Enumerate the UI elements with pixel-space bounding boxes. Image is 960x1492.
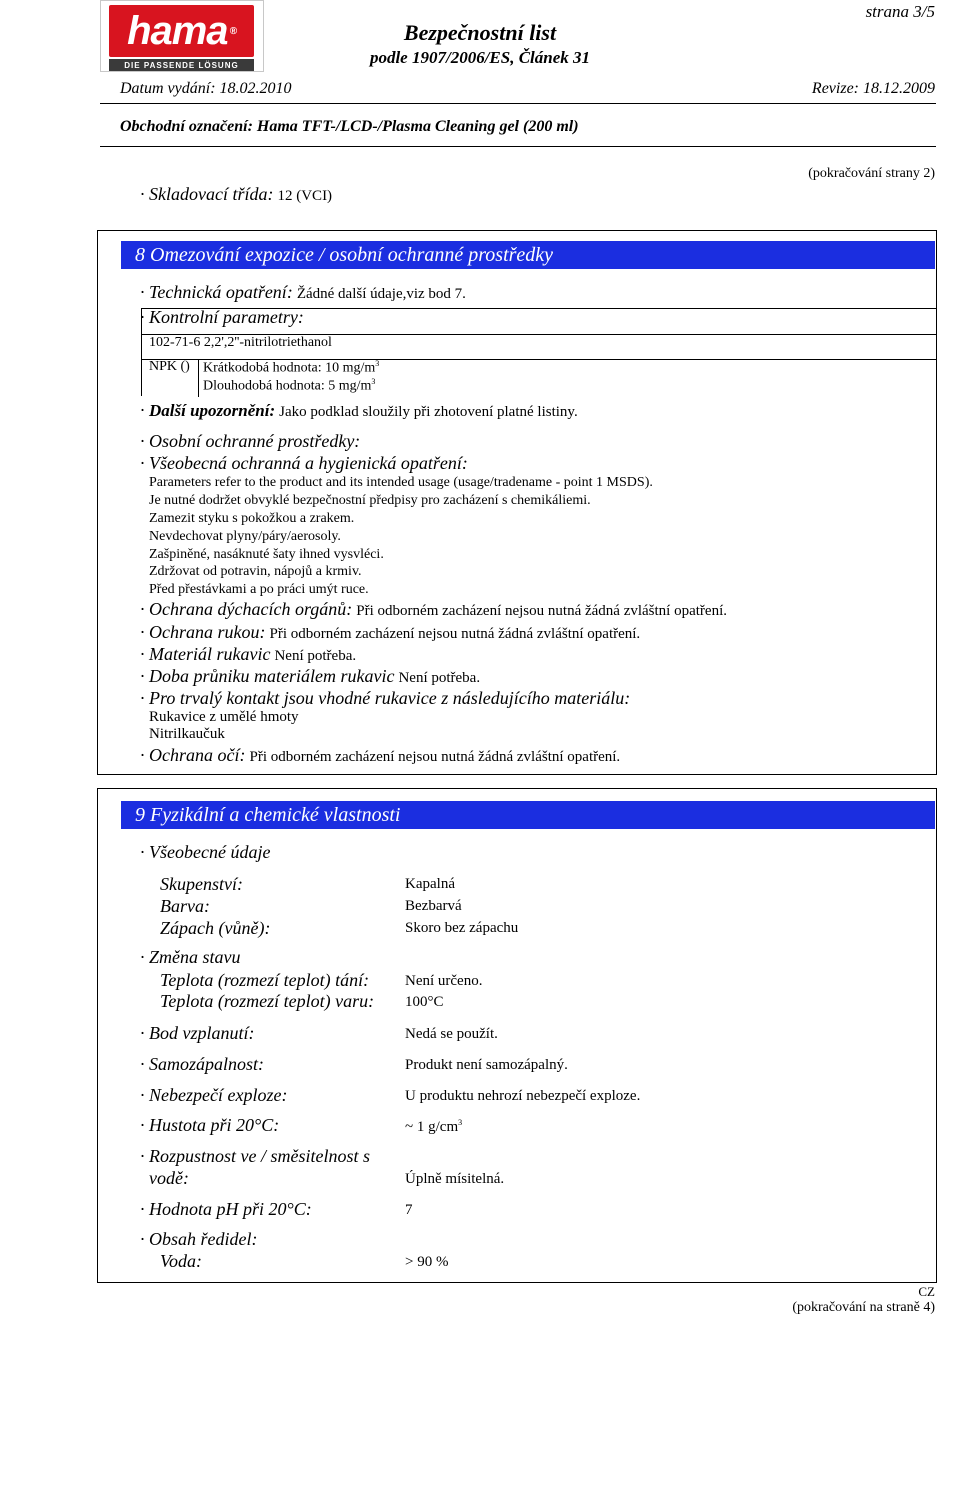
header-rule-2: [100, 146, 936, 147]
boiling-label: Teplota (rozmezí teplot) varu:: [160, 991, 375, 1011]
melting-label: Teplota (rozmezí teplot) tání:: [160, 970, 370, 990]
logo-tagline: DIE PASSENDE LÖSUNG: [109, 59, 254, 71]
color-value: Bezbarvá: [405, 898, 462, 914]
explosion-value: U produktu nehrozí nebezpečí exploze.: [405, 1088, 641, 1104]
melting-value: Není určeno.: [405, 973, 483, 989]
hygiene-line: Zašpiněné, nasáknuté šaty ihned vysvléci.: [149, 547, 384, 562]
flash-point-label: · Bod vzplanutí:: [140, 1023, 255, 1043]
color-label: Barva:: [160, 896, 210, 916]
odor-value: Skoro bez zápachu: [405, 920, 519, 936]
short-term-value: Krátkodobá hodnota: 10 $mg/m^3$: [203, 359, 380, 376]
doc-title: Bezpečnostní list: [403, 20, 557, 45]
solubility-label: · Rozpustnost ve / směsitelnost s: [140, 1146, 370, 1166]
substance-row: 102-71-6 2,2',2''-nitrilotriethanol: [149, 335, 332, 350]
glove-item: Nitrilkaučuk: [149, 726, 225, 742]
section-9-title: 9 Fyzikální a chemické vlastnosti: [121, 801, 935, 829]
eye-protection: · Ochrana očí: Při odborném zacházení nejsou nutná žádná zvláštní opatření.: [140, 745, 621, 765]
self-ignition-value: Produkt není samozápalný.: [405, 1057, 568, 1073]
hygiene-line: Parameters refer to the product and its intended usage (usage/tradename - point 1 MSDS).: [149, 475, 653, 490]
flash-point-value: Nedá se použít.: [405, 1026, 498, 1042]
hygiene-line: Je nutné dodržet obvyklé bezpečnostní předpisy pro zacházení s chemikáliemi.: [149, 493, 591, 508]
respiratory-protection: · Ochrana dýchacích orgánů: Při odborném zacházení nejsou nutná žádná zvláštní opatření.: [140, 599, 727, 619]
ppe-label: · Osobní ochranné prostředky:: [140, 431, 361, 451]
permanent-contact-label: · Pro trvalý kontakt jsou vhodné rukavice z následujícího materiálu:: [140, 688, 631, 708]
density-value: ~ 1 $g/cm^3$: [405, 1118, 463, 1135]
explosion-label: · Nebezpečí exploze:: [140, 1085, 288, 1105]
hygiene-line: Zamezit styku s pokožkou a zrakem.: [149, 511, 355, 526]
general-info-label: · Všeobecné údaje: [140, 842, 271, 862]
glove-item: Rukavice z umělé hmoty: [149, 709, 299, 725]
storage-label: Skladovací třída:: [149, 184, 274, 204]
page-number: strana 3/5: [865, 2, 935, 21]
logo-wordmark: hama ®: [109, 5, 254, 57]
hygiene-label: · Všeobecná ochranná a hygienická opatření:: [140, 453, 468, 473]
ph-value: 7: [405, 1202, 413, 1218]
hygiene-line: Před přestávkami a po práci umýt ruce.: [149, 582, 369, 597]
state-change-label: · Změna stavu: [140, 947, 241, 967]
trade-name: Obchodní označení: Hama TFT-/LCD-/Plasma Cleaning gel (200 ml): [120, 118, 579, 135]
state-value: Kapalná: [405, 876, 455, 892]
self-ignition-label: · Samozápalnost:: [140, 1054, 265, 1074]
storage-class: · Skladovací třída: 12 (VCI): [140, 184, 333, 204]
technical-measures: · Technická opatření: Žádné další údaje,viz bod 7.: [140, 282, 466, 302]
npk-label: NPK (): [149, 359, 190, 374]
header-rule: [100, 103, 936, 104]
revision-date: Revize: 18.12.2009: [811, 80, 935, 97]
section-8-title: 8 Omezování expozice / osobní ochranné prostředky: [121, 241, 935, 269]
storage-value: 12 (VCI): [277, 188, 333, 204]
hygiene-line: Zdržovat od potravin, nápojů a krmiv.: [149, 564, 362, 579]
further-notes: · Další upozornění: Jako podklad sloužily při zhotovení platné listiny.: [140, 400, 578, 420]
language-code: CZ: [918, 1284, 935, 1299]
solubility-value: Úplně mísitelná.: [405, 1171, 505, 1187]
issue-date: Datum vydání: 18.02.2010: [120, 80, 292, 97]
continued-on: (pokračování na straně 4): [792, 1300, 935, 1315]
continued-from: (pokračování strany 2): [808, 166, 935, 181]
doc-subtitle: podle 1907/2006/ES, Článek 31: [369, 48, 591, 67]
boiling-value: 100°C: [405, 994, 444, 1010]
solubility-label-2: vodě:: [149, 1168, 189, 1188]
control-params-label: · Kontrolní parametry:: [140, 307, 304, 327]
glove-material: · Materiál rukavic Není potřeba.: [140, 644, 357, 664]
long-term-value: Dlouhodobá hodnota: 5 $mg/m^3$: [203, 377, 376, 394]
odor-label: Zápach (vůně):: [160, 918, 271, 938]
water-value: > 90 %: [405, 1254, 449, 1270]
hygiene-line: Nevdechovat plyny/páry/aerosoly.: [149, 529, 341, 544]
density-label: · Hustota při 20°C:: [140, 1115, 280, 1135]
water-label: Voda:: [160, 1251, 202, 1271]
solvents-label: · Obsah ředidel:: [140, 1229, 258, 1249]
glove-penetration: · Doba průniku materiálem rukavic Není potřeba.: [140, 666, 481, 686]
ph-label: · Hodnota pH při 20°C:: [140, 1199, 312, 1219]
hand-protection: · Ochrana rukou: Při odborném zacházení nejsou nutná žádná zvláštní opatření.: [140, 622, 641, 642]
state-label: Skupenství:: [160, 874, 243, 894]
